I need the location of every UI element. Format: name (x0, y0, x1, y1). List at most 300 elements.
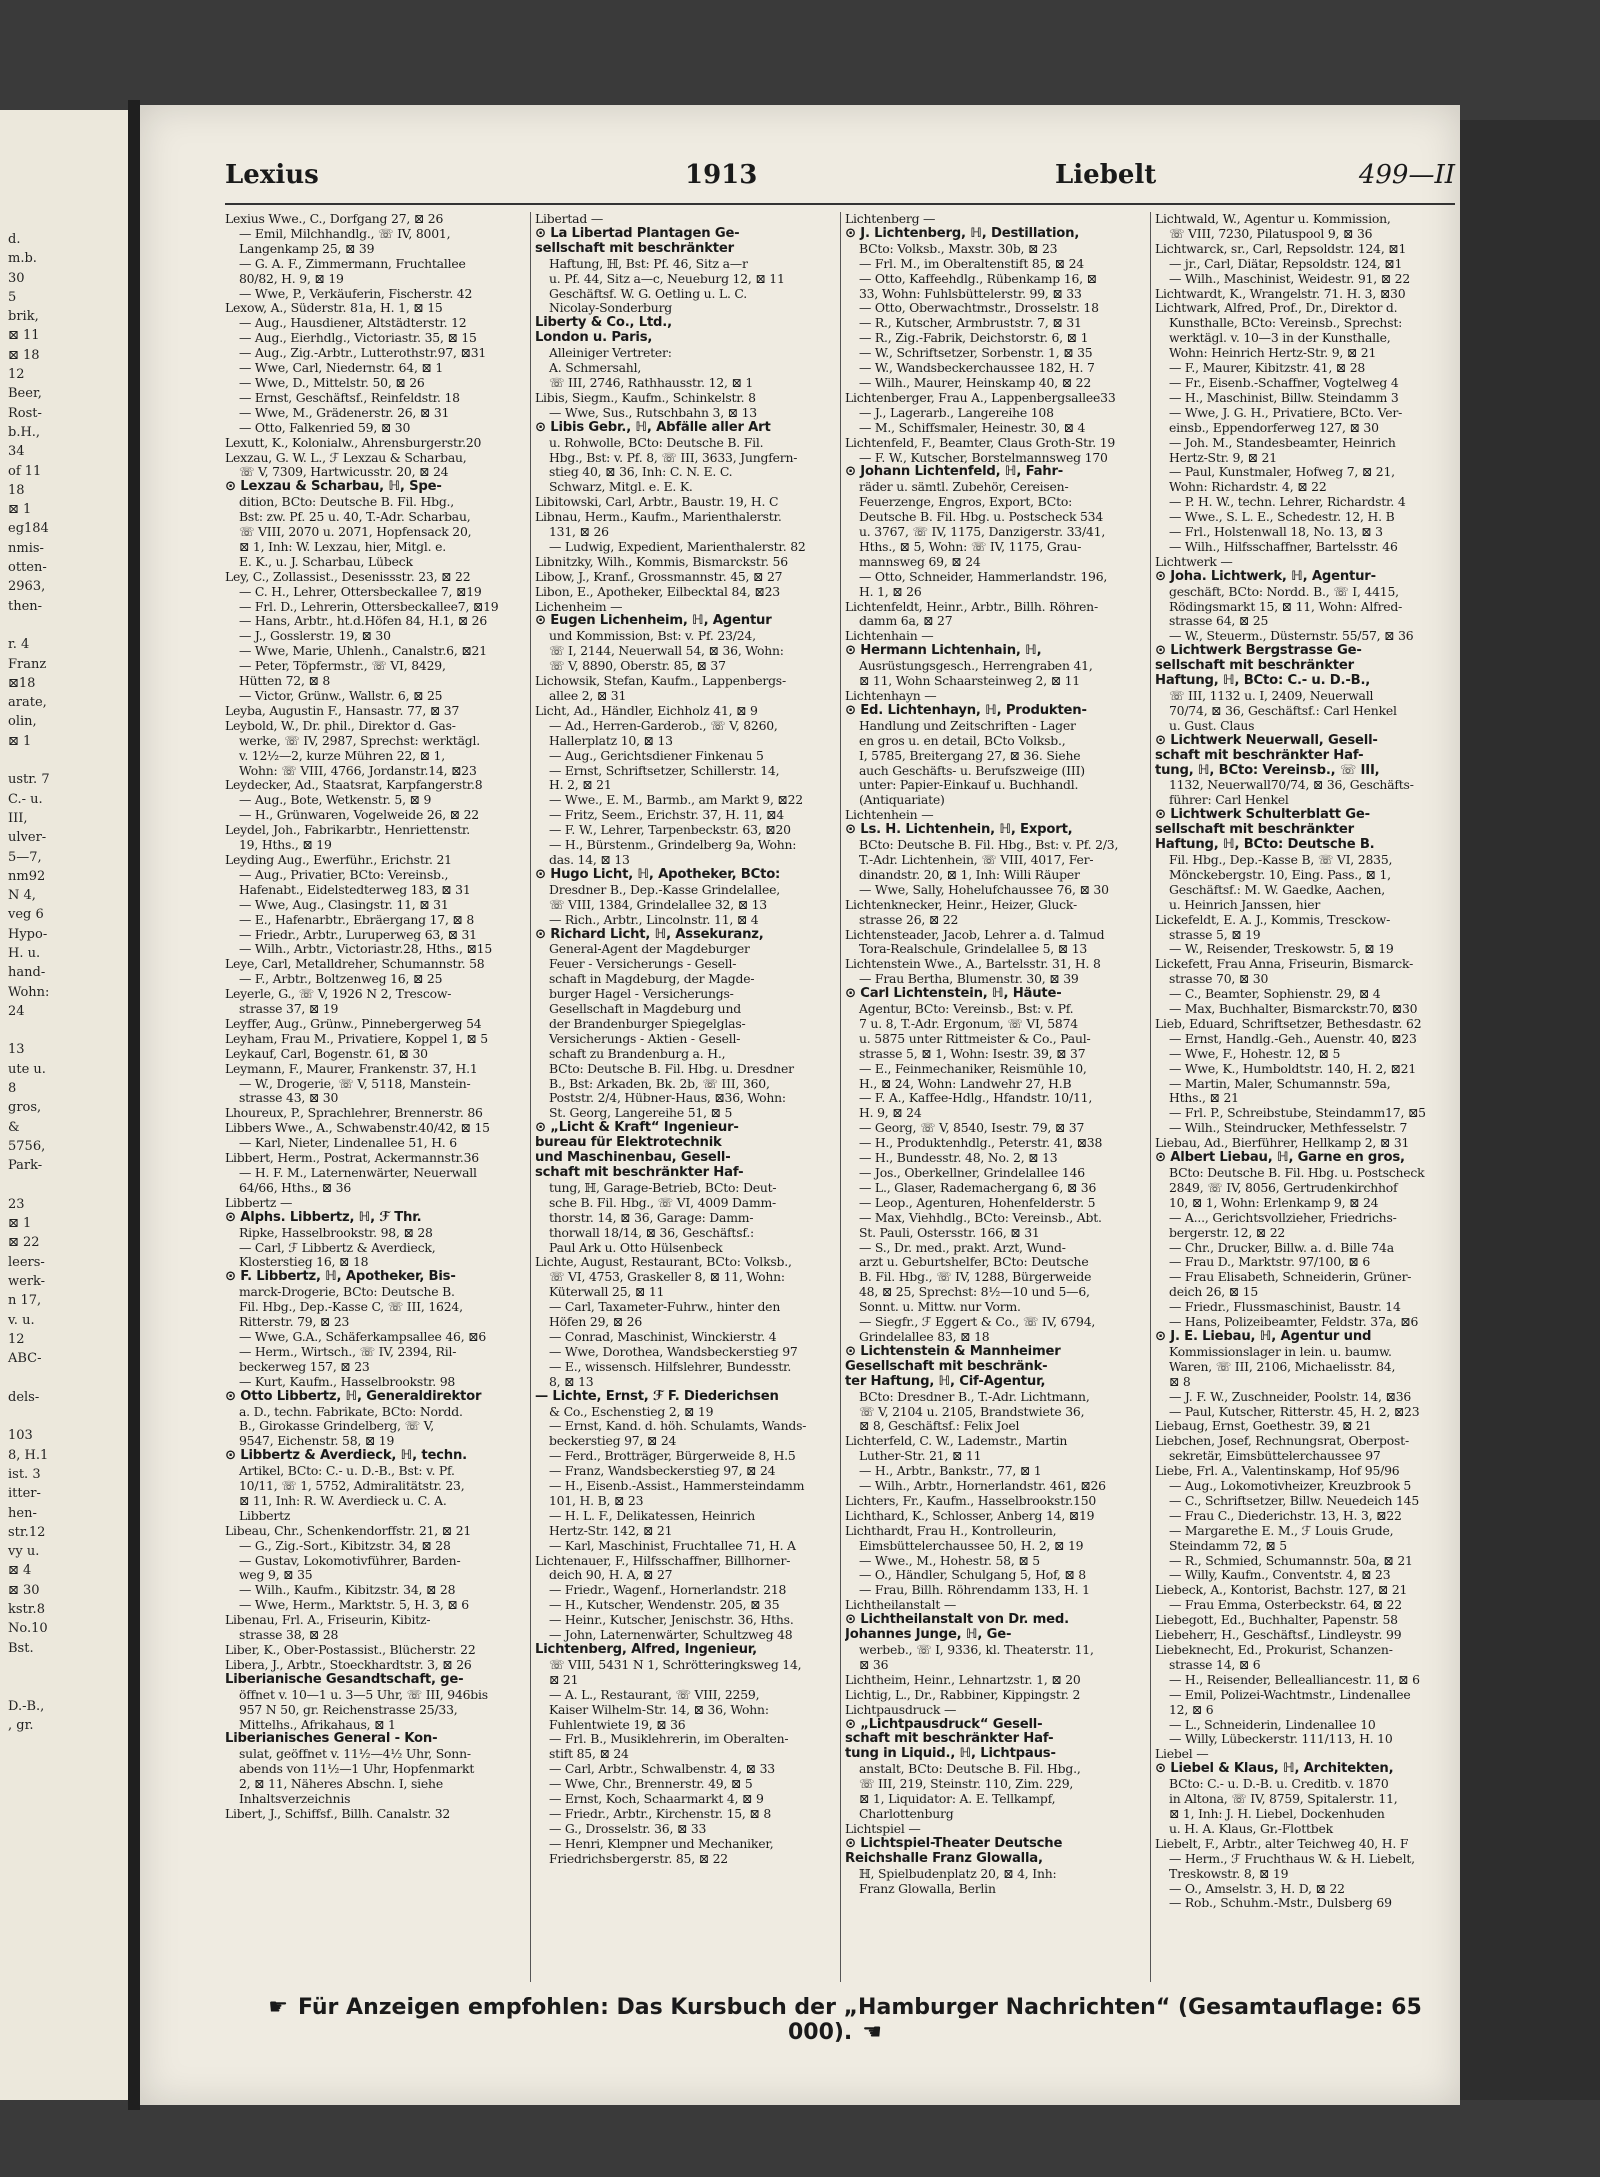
directory-line: — Otto, Schneider, Hammerlandstr. 196, (859, 569, 1108, 584)
directory-line: ⊠ 11, Wohn Schaarsteinweg 2, ⊠ 11 (859, 674, 1080, 689)
directory-line: strasse 14, ⊠ 6 (1169, 1657, 1261, 1672)
directory-line: strasse 70, ⊠ 30 (1169, 972, 1269, 987)
directory-line: Agentur, BCto: Vereinsb., Bst: v. Pf. (859, 1002, 1074, 1017)
directory-line: burger Hagel - Versicherungs- (549, 987, 734, 1002)
left-fragment-line: 30 (8, 270, 25, 286)
directory-line: Klosterstieg 16, ⊠ 18 (239, 1255, 369, 1270)
directory-line: — Friedr., Arbtr., Kirchenstr. 15, ⊠ 8 (549, 1806, 772, 1821)
directory-line: Liebau, Ad., Bierführer, Hellkamp 2, ⊠ 31 (1155, 1136, 1410, 1151)
left-fragment-line: ⊠18 (8, 675, 36, 691)
directory-line: — G. A. F., Zimmermann, Fruchtallee (239, 256, 466, 271)
directory-line: — Gustav, Lokomotivführer, Barden- (239, 1553, 461, 1568)
directory-line: ⊠ 11, Inh: R. W. Averdieck u. C. A. (239, 1493, 447, 1508)
directory-line: Paul Ark u. Otto Hülsenbeck (549, 1240, 723, 1255)
left-fragment-line: n 17, (8, 1293, 42, 1309)
directory-line: werbeb., ☏ I, 9336, kl. Theaterstr. 11, (859, 1643, 1094, 1657)
directory-line: Lexow, A., Süderstr. 81a, H. 1, ⊠ 15 (225, 301, 443, 316)
directory-line: Lichenheim — (535, 599, 623, 614)
directory-line: ⊙ Otto Libbertz, ℍ, Generaldirektor (225, 1389, 482, 1404)
directory-line: strasse 37, ⊠ 19 (239, 1002, 339, 1017)
directory-line: — Heinr., Kutscher, Jenischstr. 36, Hths. (549, 1613, 794, 1628)
directory-line: — C. H., Lehrer, Ottersbeckallee 7, ⊠19 (239, 584, 482, 599)
directory-line: — Aug., Bote, Wetkenstr. 5, ⊠ 9 (239, 793, 432, 808)
directory-line: — C., Schriftsetzer, Billw. Neuedeich 145 (1169, 1493, 1420, 1508)
footer-text: Für Anzeigen empfohlen: Das Kursbuch der „Hamburger Nachrichten“ (Gesamtauflage: 65 000). (297, 1995, 1422, 2045)
directory-line: Ausrüstungsgesch., Herrengraben 41, (859, 659, 1093, 674)
directory-line: Lhoureux, P., Sprachlehrer, Brennerstr. 86 (225, 1106, 483, 1121)
directory-line: — Frau C., Diederichstr. 13, H. 3, ⊠22 (1169, 1508, 1402, 1523)
directory-line: — Wilh., Kaufm., Kibitzstr. 34, ⊠ 28 (239, 1583, 456, 1598)
directory-line: v. 12½—2, kurze Mühren 22, ⊠ 1, (239, 748, 445, 763)
directory-line: deich 26, ⊠ 15 (1169, 1285, 1259, 1300)
directory-line: ⊠ 36 (859, 1657, 889, 1672)
directory-line: BCto: Deutsche B. Fil. Hbg. u. Dresdner (549, 1061, 794, 1076)
directory-line: — A. L., Restaurant, ☏ VIII, 2259, (549, 1687, 760, 1702)
directory-line: Lickefeldt, E. A. J., Kommis, Tresckow- (1155, 912, 1391, 927)
directory-line: Haftung, ℍ, BCto: C.- u. D.-B., (1155, 674, 1371, 689)
directory-line: — Henri, Klempner und Mechaniker, (549, 1836, 774, 1851)
directory-line: ⊙ La Libertad Plantagen Ge- (535, 226, 740, 241)
left-fragment-line: 5 (8, 289, 17, 305)
directory-line: ☏ V, 8890, Oberstr. 85, ⊠ 37 (549, 659, 726, 674)
directory-line: — Wilh., Arbtr., Hornerlandstr. 461, ⊠26 (859, 1479, 1106, 1494)
directory-line: ⊙ Liebel & Klaus, ℍ, Architekten, (1155, 1762, 1394, 1777)
directory-line: Gesellschaft mit beschränk- (845, 1359, 1048, 1374)
directory-line: BCto: Deutsche B. Fil. Hbg. u. Postscheck (1169, 1166, 1425, 1180)
directory-line: — Ferd., Brotträger, Bürgerweide 8, H.5 (549, 1449, 796, 1464)
directory-line: — Friedr., Wagenf., Hornerlandstr. 218 (549, 1583, 787, 1598)
directory-line: thorstr. 14, ⊠ 36, Garage: Damm- (549, 1210, 754, 1225)
directory-line: Geschäftsf. W. G. Oetling u. L. C. (549, 286, 748, 301)
directory-line: — Kurt, Kaufm., Hasselbrookstr. 98 (239, 1374, 456, 1389)
directory-line: schaft mit beschränkter Haf- (845, 1732, 1054, 1747)
left-fragment-line: str.12 (8, 1524, 46, 1540)
directory-line: ⊠ 8, Geschäftsf.: Felix Joel (859, 1419, 1020, 1434)
columns-area (225, 212, 1455, 1982)
directory-line: — Ad., Herren-Garderob., ☏ V, 8260, (549, 718, 778, 733)
left-fragment-line: C.- u. (8, 791, 43, 807)
directory-line: unter: Papier-Einkauf u. Buchhandl. (859, 778, 1079, 793)
left-fragment-line: otten- (8, 560, 47, 576)
directory-line: Grindelallee 83, ⊠ 18 (859, 1329, 990, 1344)
directory-line: 101, H. B, ⊠ 23 (549, 1493, 644, 1508)
directory-line: BCto: Deutsche B. Fil. Hbg., Bst: v. Pf. 2/3, (859, 838, 1119, 853)
directory-line: strasse 64, ⊠ 25 (1169, 614, 1269, 629)
directory-line: ⊙ Johann Lichtenfeld, ℍ, Fahr- (845, 465, 1064, 480)
left-fragment-line: & (8, 1119, 20, 1135)
directory-line: stieg 40, ⊠ 36, Inh: C. N. E. C. (549, 465, 733, 480)
directory-line: BCto: Dresdner B., T.-Adr. Lichtmann, (859, 1389, 1090, 1404)
left-fragment-line: hen- (8, 1505, 37, 1521)
directory-line: Liebaug, Ernst, Goethestr. 39, ⊠ 21 (1155, 1419, 1372, 1434)
directory-line: Ripke, Hasselbrookstr. 98, ⊠ 28 (239, 1225, 433, 1240)
directory-line: London u. Paris, (535, 331, 653, 346)
directory-line: damm 6a, ⊠ 27 (859, 614, 953, 629)
directory-line: Hbg., Bst: v. Pf. 8, ☏ III, 3633, Jungfern- (549, 450, 798, 465)
directory-line: — Ernst, Handlg.-Geh., Auenstr. 40, ⊠23 (1169, 1031, 1417, 1046)
directory-line: — jr., Carl, Diätar, Repsoldstr. 124, ⊠1 (1169, 256, 1403, 271)
directory-line: — Wwe, Carl, Niedernstr. 64, ⊠ 1 (239, 361, 444, 376)
directory-line: — Max, Viehhdlg., BCto: Vereinsb., Abt. (859, 1210, 1102, 1225)
left-fragment-line: olin, (8, 714, 37, 730)
directory-line: B., Girokasse Grindelberg, ☏ V, (239, 1419, 434, 1434)
directory-line: ⊙ Hermann Lichtenhain, ℍ, (845, 644, 1042, 659)
directory-line: — H. F. M., Laternenwärter, Neuerwall (239, 1166, 477, 1180)
directory-line: strasse 5, ⊠ 1, Wohn: Isestr. 39, ⊠ 37 (859, 1046, 1086, 1061)
left-fragment-line: ⊠ 30 (8, 1582, 40, 1598)
directory-line: Lichtenfeld, F., Beamter, Claus Groth-Str. 19 (845, 435, 1116, 450)
directory-line: Waren, ☏ III, 2106, Michaelisstr. 84, (1169, 1359, 1396, 1374)
directory-line: in Altona, ☏ IV, 8759, Spitalerstr. 11, (1169, 1792, 1398, 1807)
directory-line: räder u. sämtl. Zubehör, Cereisen- (859, 480, 1069, 495)
directory-line: — Wwe, Herm., Marktstr. 5, H. 3, ⊠ 6 (239, 1598, 469, 1613)
directory-line: tung, ℍ, BCto: Vereinsb., ☏ III, (1155, 763, 1380, 778)
column-3 (845, 212, 1145, 1982)
directory-line: Lichtenhain — (845, 629, 934, 644)
directory-line: — Karl, Maschinist, Fruchtallee 71, H. A (549, 1538, 796, 1553)
directory-line: — H., Bundesstr. 48, No. 2, ⊠ 13 (859, 1151, 1058, 1166)
directory-line: Lichterfeld, C. W., Lademstr., Martin (845, 1434, 1068, 1449)
directory-line: — E., Feinmechaniker, Reismühle 10, (859, 1061, 1087, 1076)
directory-line: ⊙ Libis Gebr., ℍ, Abfälle aller Art (535, 420, 771, 435)
directory-line: ⊙ J. Lichtenberg, ℍ, Destillation, (845, 226, 1080, 241)
directory-line: ☏ III, 1132 u. I, 2409, Neuerwall (1169, 689, 1374, 703)
directory-line: Lichowsik, Stefan, Kaufm., Lappenbergs- (535, 674, 786, 689)
directory-line: Hertz-Str. 142, ⊠ 21 (549, 1523, 673, 1538)
directory-line: ⊙ Richard Licht, ℍ, Assekuranz, (535, 927, 764, 942)
directory-line: Inhaltsverzeichnis (239, 1792, 351, 1807)
directory-line: Liber, K., Ober-Postassist., Blücherstr. 22 (225, 1643, 476, 1657)
directory-line: Lichtspiel — (845, 1821, 921, 1836)
directory-line: General-Agent der Magdeburger (549, 942, 750, 957)
directory-line: Leyding Aug., Ewerführ., Erichstr. 21 (225, 852, 452, 867)
directory-line: Libbert, Herm., Postrat, Ackermannstr.36 (225, 1151, 479, 1166)
directory-line: — Emil, Milchhandlg., ☏ IV, 8001, (239, 226, 451, 241)
left-fragment-line: d. (8, 232, 21, 247)
directory-line: Höfen 29, ⊠ 26 (549, 1315, 643, 1330)
directory-line: ⊙ Lichtenstein & Mannheimer (845, 1344, 1061, 1359)
left-fragment-line: werk- (8, 1274, 46, 1290)
left-fragment-line: N 4, (8, 888, 36, 904)
directory-line: — Wwe, G.A., Schäferkampsallee 46, ⊠6 (239, 1329, 487, 1344)
directory-line: arzt u. Geburtshelfer, BCto: Deutsche (859, 1255, 1089, 1270)
directory-line: — Leop., Agenturen, Hohenfelderstr. 5 (859, 1195, 1096, 1210)
directory-line: 80/82, H. 9, ⊠ 19 (239, 271, 344, 286)
left-fragment-line: 8 (8, 1081, 17, 1097)
directory-line: — Wwe, M., Grädenerstr. 26, ⊠ 31 (239, 405, 450, 420)
directory-line: — Peter, Töpfermstr., ☏ VI, 8429, (239, 659, 446, 674)
column-divider (1150, 212, 1151, 1982)
directory-line: Lichtheim, Heinr., Lehnartzstr. 1, ⊠ 20 (845, 1672, 1081, 1687)
directory-line: — Paul, Kunstmaler, Hofweg 7, ⊠ 21, (1169, 465, 1395, 480)
directory-line: u. 5875 unter Rittmeister & Co., Paul- (859, 1031, 1091, 1046)
directory-line: Küterwall 25, ⊠ 11 (549, 1285, 665, 1300)
directory-line: — Otto, Kaffeehdlg., Rübenkamp 16, ⊠ (859, 271, 1097, 286)
directory-line: ⊙ Lichtwerk Schulterblatt Ge- (1155, 808, 1370, 823)
left-fragment-line: Beer, (8, 386, 42, 402)
left-fragment-line: v. u. (8, 1312, 35, 1328)
left-fragment-line: ⊠ 18 (8, 347, 40, 363)
left-fragment-line: 12 (8, 1331, 25, 1347)
directory-line: Haftung, ℍ, Bst: Pf. 46, Sitz a—r (549, 256, 748, 271)
directory-line: tung, ℍ, Garage-Betrieb, BCto: Deut- (549, 1180, 777, 1195)
left-fragment-line: Franz (8, 656, 47, 672)
directory-line: — H., Produktenhdlg., Peterstr. 41, ⊠38 (859, 1136, 1103, 1151)
page-header (225, 160, 1455, 200)
directory-line: — Paul, Kutscher, Ritterstr. 45, H. 2, ⊠23 (1169, 1404, 1420, 1419)
directory-line: St. Pauli, Ostersstr. 166, ⊠ 31 (859, 1225, 1040, 1240)
header-first-entry: Lexius (225, 160, 319, 190)
directory-line: Libon, E., Apotheker, Eilbecktal 84, ⊠23 (535, 584, 780, 599)
directory-line: — Franz, Wandsbeckerstieg 97, ⊠ 24 (549, 1464, 776, 1479)
directory-line: — Max, Buchhalter, Bismarckstr.70, ⊠30 (1169, 1002, 1418, 1017)
left-fragment-line: D.-B., (8, 1698, 45, 1714)
directory-line: weg 9, ⊠ 35 (239, 1568, 313, 1583)
directory-line: Libow, J., Kranf., Grossmannstr. 45, ⊠ 27 (535, 569, 783, 584)
directory-line: — Frau Emma, Osterbeckstr. 64, ⊠ 22 (1169, 1598, 1402, 1613)
directory-line: — F., Arbtr., Boltzenweg 16, ⊠ 25 (239, 972, 443, 987)
directory-line: Schwarz, Mitgl. e. E. K. (549, 480, 693, 495)
left-fragment-line: ⊠ 1 (8, 1216, 32, 1232)
left-fragment-line: then- (8, 598, 43, 614)
directory-line: — Wilh., Maschinist, Weidestr. 91, ⊠ 22 (1169, 271, 1411, 286)
directory-line: Liberty & Co., Ltd., (535, 316, 672, 331)
directory-line: T.-Adr. Lichtenhein, ☏ VIII, 4017, Fer- (859, 852, 1094, 867)
left-fragment-line (8, 1677, 128, 1696)
left-fragment-line: , gr. (8, 1717, 34, 1733)
directory-line: Lichtenberger, Frau A., Lappenbergsallee33 (845, 390, 1116, 405)
left-fragment-line (8, 1658, 128, 1677)
directory-line: — Carl, Arbtr., Schwalbenstr. 4, ⊠ 33 (549, 1762, 775, 1777)
left-fragment-line: ⊠ 1 (8, 502, 32, 518)
directory-line: Wohn: Richardstr. 4, ⊠ 22 (1169, 480, 1327, 495)
directory-line: u. Pf. 44, Sitz a—c, Neueburg 12, ⊠ 11 (549, 271, 785, 286)
directory-line: — O., Händler, Schulgang 5, Hof, ⊠ 8 (859, 1568, 1086, 1583)
directory-line: — H., Eisenb.-Assist., Hammersteindamm (549, 1479, 805, 1494)
left-fragment-line: ustr. 7 (8, 772, 50, 788)
directory-line: ter Haftung, ℍ, Cif-Agentur, (845, 1374, 1046, 1389)
directory-line: ⊠ 1, Liquidator: A. E. Tellkampf, (859, 1792, 1056, 1807)
directory-line: Leykauf, Carl, Bogenstr. 61, ⊠ 30 (225, 1046, 428, 1061)
directory-line: ⊙ Lichtheilanstalt von Dr. med. (845, 1613, 1069, 1628)
directory-line: B., Bst: Arkaden, Bk. 2b, ☏ III, 360, (549, 1076, 770, 1091)
directory-line: Luther-Str. 21, ⊠ 11 (859, 1449, 982, 1464)
directory-line: — Lichte, Ernst, ℱ F. Diederichsen (535, 1389, 779, 1404)
directory-line: Friedrichsbergerstr. 85, ⊠ 22 (549, 1851, 728, 1866)
directory-line: H. 9, ⊠ 24 (859, 1106, 922, 1121)
left-fragment-line: 5—7, (8, 849, 42, 865)
directory-line: Reichshalle Franz Glowalla, (845, 1851, 1043, 1866)
directory-line: 48, ⊠ 25, Sprechst: 8½—10 und 5—6, (859, 1285, 1090, 1300)
directory-line: — Carl, Taxameter-Fuhrw., hinter den (549, 1300, 781, 1315)
directory-line: sekretär, Eimsbüttelerchaussee 97 (1169, 1449, 1381, 1464)
left-fragment-line: of 11 (8, 463, 42, 479)
directory-line: — R., Kutscher, Armbruststr. 7, ⊠ 31 (859, 316, 1082, 331)
directory-line: 10/11, ☏ 1, 5752, Admiralitätstr. 23, (239, 1479, 465, 1494)
directory-line: E. K., u. J. Scharbau, Lübeck (239, 554, 413, 569)
directory-line: — H., Maschinist, Billw. Steindamm 3 (1169, 390, 1399, 405)
directory-line: Leyffer, Aug., Grünw., Pinnebergerweg 54 (225, 1016, 482, 1031)
directory-line: Hafenabt., Eidelstedterweg 183, ⊠ 31 (239, 882, 471, 897)
directory-line: u. Rohwolle, BCto: Deutsche B. Fil. (549, 435, 764, 450)
directory-line: — Frl., Holstenwall 18, No. 13, ⊠ 3 (1169, 525, 1383, 540)
directory-line: bergerstr. 12, ⊠ 22 (1169, 1225, 1286, 1240)
directory-line: Leybold, W., Dr. phil., Direktor d. Gas- (225, 718, 456, 733)
directory-line: — Ernst, Geschäftsf., Reinfeldstr. 18 (239, 390, 460, 405)
directory-line: — John, Laternenwärter, Schultzweg 48 (549, 1628, 793, 1643)
book-gutter (128, 100, 140, 2110)
directory-line: Bst: zw. Pf. 25 u. 40, T.-Adr. Scharbau, (239, 510, 471, 525)
directory-line: & Co., Eschenstieg 2, ⊠ 19 (549, 1404, 714, 1419)
directory-line: Eimsbüttelerchaussee 50, H. 2, ⊠ 19 (859, 1538, 1084, 1553)
directory-line: Wohn: Heinrich Hertz-Str. 9, ⊠ 21 (1169, 346, 1377, 361)
left-fragment-line: vy u. (8, 1544, 40, 1560)
left-fragment-line (8, 1369, 128, 1388)
directory-line: — Frl. D., Lehrerin, Ottersbeckallee7, ⊠19 (239, 599, 499, 614)
directory-line: Leyba, Augustin F., Hansastr. 77, ⊠ 37 (225, 703, 460, 718)
directory-line: Hertz-Str. 9, ⊠ 21 (1169, 450, 1277, 465)
directory-line: — Wilh., Steindrucker, Methfesselstr. 7 (1169, 1121, 1408, 1136)
directory-line: Fil. Hbg., Dep.-Kasse C, ☏ III, 1624, (239, 1300, 463, 1315)
directory-line: — Frau D., Marktstr. 97/100, ⊠ 6 (1169, 1255, 1370, 1270)
directory-line: — Frau, Billh. Röhrendamm 133, H. 1 (859, 1583, 1090, 1598)
directory-line: ⊙ Joha. Lichtwerk, ℍ, Agentur- (1155, 569, 1376, 584)
directory-line: — Wwe, K., Humboldtstr. 140, H. 2, ⊠21 (1169, 1061, 1417, 1076)
directory-line: ⊙ Ls. H. Lichtenhein, ℍ, Export, (845, 823, 1073, 838)
directory-line: ⊙ Eugen Lichenheim, ℍ, Agentur (535, 614, 772, 629)
directory-line: und Kommission, Bst: v. Pf. 23/24, (549, 629, 756, 644)
column-4 (1155, 212, 1455, 1982)
directory-line: ⊙ Hugo Licht, ℍ, Apotheker, BCto: (535, 867, 781, 882)
directory-line: — Wwe., S. L. E., Schedestr. 12, H. B (1169, 510, 1395, 525)
directory-line: — R., Schmied, Schumannstr. 50a, ⊠ 21 (1169, 1553, 1413, 1568)
directory-line: — Frl. M., im Oberaltenstift 85, ⊠ 24 (859, 256, 1084, 271)
directory-line: Liebe, Frl. A., Valentinskamp, Hof 95/96 (1155, 1464, 1400, 1479)
directory-line: — Wilh., Hilfsschaffner, Bartelsstr. 46 (1169, 539, 1398, 554)
directory-line: Liebel — (1155, 1747, 1209, 1762)
directory-line: — Ernst, Schriftsetzer, Schillerstr. 14, (549, 763, 780, 778)
directory-line: bureau für Elektrotechnik (535, 1136, 722, 1151)
directory-line: abends von 11½—1 Uhr, Hopfenmarkt (239, 1762, 475, 1777)
directory-line: 2, ⊠ 11, Näheres Abschn. I, siehe (239, 1777, 443, 1792)
header-last-entry: Liebelt (1055, 160, 1157, 190)
directory-line: dinandstr. 20, ⊠ 1, Inh: Willi Räuper (859, 867, 1080, 882)
directory-line: — Herm., Wirtsch., ☏ IV, 2394, Ril- (239, 1344, 457, 1359)
directory-line: H. 1, ⊠ 26 (859, 584, 922, 599)
directory-line: Geschäftsf.: M. W. Gaedke, Aachen, (1169, 882, 1385, 897)
directory-line: — P. H. W., techn. Lehrer, Richardstr. 4 (1169, 495, 1406, 510)
directory-line: Libenau, Frl. A., Friseurin, Kibitz- (225, 1613, 431, 1628)
directory-line: sellschaft mit beschränkter (1155, 659, 1354, 674)
directory-line: 957 N 50, gr. Reichenstrasse 25/33, (239, 1702, 458, 1717)
directory-line: — Wwe., M., Hohestr. 58, ⊠ 5 (859, 1553, 1040, 1568)
directory-line: — G., Zig.-Sort., Kibitzstr. 34, ⊠ 28 (239, 1538, 451, 1553)
directory-line: werke, ☏ IV, 2987, Sprechst: werktägl. (239, 733, 480, 748)
directory-line: — Chr., Drucker, Billw. a. d. Bille 74a (1169, 1240, 1394, 1255)
left-fragment-line: III, (8, 810, 28, 826)
left-fragment-line: No.10 (8, 1621, 48, 1637)
directory-line: sellschaft mit beschränkter (535, 241, 734, 256)
directory-line: Lichthard, K., Schlosser, Anberg 14, ⊠19 (845, 1508, 1095, 1523)
directory-line: Lichte, August, Restaurant, BCto: Volksb., (535, 1255, 792, 1270)
directory-line: öffnet v. 10—1 u. 3—5 Uhr, ☏ III, 946bis (239, 1687, 488, 1702)
directory-line: — E., Hafenarbtr., Ebräergang 17, ⊠ 8 (239, 912, 475, 927)
directory-line: — Willy, Lübeckerstr. 111/113, H. 10 (1169, 1732, 1393, 1747)
directory-line: — Carl, ℱ Libbertz & Averdieck, (239, 1240, 436, 1255)
directory-line: — Georg, ☏ V, 8540, Isestr. 79, ⊠ 37 (859, 1121, 1085, 1136)
directory-line: ☏ VIII, 5431 N 1, Schrötteringksweg 14, (549, 1657, 802, 1672)
directory-line: Haftung, ℍ, BCto: Deutsche B. (1155, 838, 1375, 853)
directory-line: ☏ III, 2746, Rathhausstr. 12, ⊠ 1 (549, 375, 754, 390)
directory-line: sellschaft mit beschränkter (1155, 823, 1354, 838)
directory-line: Langenkamp 25, ⊠ 39 (239, 241, 375, 256)
left-fragment-line (8, 1021, 128, 1040)
directory-line: allee 2, ⊠ 31 (549, 689, 627, 703)
directory-line: — Aug., Zig.-Arbtr., Lutterothstr.97, ⊠31 (239, 346, 487, 361)
directory-line: Liebegott, Ed., Buchhalter, Papenstr. 58 (1155, 1613, 1398, 1628)
directory-line: ⊠ 21 (549, 1672, 579, 1687)
directory-line: — Wwe, Marie, Uhlenh., Canalstr.6, ⊠21 (239, 644, 487, 659)
directory-line: dition, BCto: Deutsche B. Fil. Hbg., (239, 495, 455, 510)
directory-line: — W., Schriftsetzer, Sorbenstr. 1, ⊠ 35 (859, 346, 1093, 361)
directory-line: Lichtenhayn — (845, 689, 937, 703)
directory-line: — J. F. W., Zuschneider, Poolstr. 14, ⊠36 (1169, 1389, 1412, 1404)
directory-line: ⊙ Lexzau & Scharbau, ℍ, Spe- (225, 480, 442, 495)
directory-line: 2849, ☏ IV, 8056, Gertrudenkirchhof (1169, 1180, 1398, 1195)
directory-line: — Frau Bertha, Blumenstr. 30, ⊠ 39 (859, 972, 1079, 987)
directory-line: — Fritz, Seem., Erichstr. 37, H. 11, ⊠4 (549, 808, 784, 823)
directory-line: Lichtpausdruck — (845, 1702, 957, 1717)
header-year: 1913 (685, 160, 758, 190)
directory-line: Johannes Junge, ℍ, Ge- (845, 1628, 1012, 1643)
directory-line: Libbers Wwe., A., Schwabenstr.40/42, ⊠ 15 (225, 1121, 490, 1136)
directory-line: H. 2, ⊠ 21 (549, 778, 612, 793)
directory-line: beckerweg 157, ⊠ 23 (239, 1359, 370, 1374)
left-fragment-line: 34 (8, 444, 25, 460)
directory-line: Liebelt, F., Arbtr., alter Teichweg 40, H. F (1155, 1836, 1409, 1851)
left-fragment-line: ⊠ 4 (8, 1563, 32, 1579)
directory-line: ☏ VI, 4753, Graskeller 8, ⊠ 11, Wohn: (549, 1270, 785, 1285)
directory-line: Libnitzky, Wilh., Kommis, Bismarckstr. 56 (535, 554, 788, 569)
directory-line: Libert, J., Schiffsf., Billh. Canalstr. 32 (225, 1806, 451, 1821)
directory-line: Hths., ⊠ 21 (1169, 1091, 1239, 1106)
directory-line: Lichtenstein Wwe., A., Bartelsstr. 31, H. 8 (845, 957, 1101, 972)
left-fragment-line: ulver- (8, 830, 47, 846)
directory-line: ⊙ „Lichtpausdruck“ Gesell- (845, 1717, 1043, 1732)
left-fragment-line: gros, (8, 1100, 42, 1116)
directory-line: schaft zu Brandenburg a. H., (549, 1046, 726, 1061)
left-fragment-line: Hypo- (8, 926, 48, 942)
directory-line: — Aug., Lokomotivheizer, Kreuzbrook 5 (1169, 1479, 1412, 1494)
directory-line: Leydecker, Ad., Staatsrat, Karpfangerstr.8 (225, 778, 483, 793)
directory-line: — Victor, Grünw., Wallstr. 6, ⊠ 25 (239, 689, 443, 703)
directory-line: Lichtenknecker, Heinr., Heizer, Gluck- (845, 897, 1077, 912)
directory-line: — R., Zig.-Fabrik, Deichstorstr. 6, ⊠ 1 (859, 331, 1089, 346)
directory-line: — C., Beamter, Sophienstr. 29, ⊠ 4 (1169, 987, 1381, 1002)
directory-line: führer: Carl Henkel (1169, 793, 1289, 808)
left-fragment-line: Park- (8, 1158, 43, 1174)
directory-line: Lichters, Fr., Kaufm., Hasselbrookstr.150 (845, 1493, 1097, 1508)
directory-line: ⊙ J. E. Liebau, ℍ, Agentur und (1155, 1329, 1372, 1344)
directory-line: — Fr., Eisenb.-Schaffner, Vogtelweg 4 (1169, 375, 1399, 390)
directory-line: — Wilh., Maurer, Heinskamp 40, ⊠ 22 (859, 375, 1092, 390)
left-fragment-line: 8, H.1 (8, 1447, 49, 1463)
directory-line: — Aug., Privatier, BCto: Vereinsb., (239, 867, 449, 882)
left-fragment-line: 5756, (8, 1138, 46, 1154)
directory-line: Lichtenberg — (845, 212, 936, 226)
directory-line: u. H. A. Klaus, Gr.-Flottbek (1169, 1821, 1333, 1836)
directory-line: Liebeherr, H., Geschäftsf., Lindleystr. 99 (1155, 1628, 1402, 1643)
